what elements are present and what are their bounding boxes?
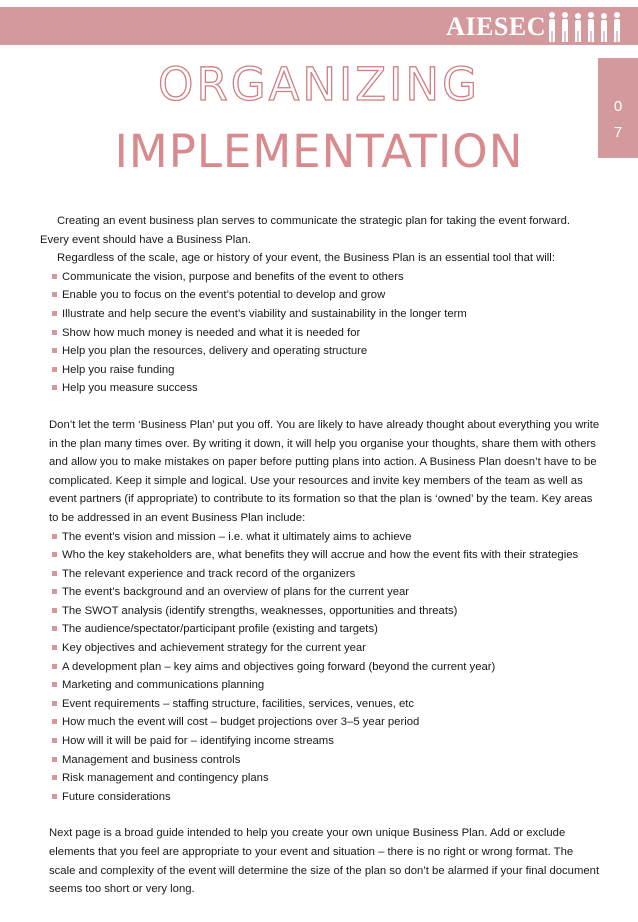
section-business-plan [40,416,600,899]
bullet-square-icon [52,626,57,631]
list-item: A development plan – key aims and objectives going forward (beyond the current year) [52,658,600,677]
brand-logo-text: AIESEC [446,12,546,41]
people-silhouettes-icon [546,10,628,44]
key-areas-bullet-list [49,528,600,807]
list-item: The SWOT analysis (identify strengths, weaknesses, opportunities and threats) [52,602,600,621]
list-item: Risk management and contingency plans [52,769,600,788]
bullet-square-icon [52,775,57,780]
intro-paragraph-1: Creating an event business plan serves to communicate the strategic plan for taking the event forward. Every event should have a Business Plan. [40,215,571,246]
page-number-digit-1: 0 [613,98,623,115]
bullet-square-icon [52,385,57,390]
intro-paragraph-2: Regardless of the scale, age or history of your event, the Business Plan is an essential tool that will: [57,252,555,265]
list-item: How much the event will cost – budget projections over 3–5 year period [52,713,600,732]
bullet-square-icon [52,719,57,724]
intro-bullet-list [40,268,600,398]
list-item: Help you raise funding [52,361,600,380]
bullet-square-icon [52,645,57,650]
list-item: Key objectives and achievement strategy for the current year [52,639,600,658]
list-item: Marketing and communications planning [52,676,600,695]
page-number-digit-2: 7 [613,124,623,141]
list-item: Future considerations [52,788,600,807]
bullet-square-icon [52,608,57,613]
list-item: Help you plan the resources, delivery and operating structure [52,342,600,361]
document-body [40,212,600,899]
closing-paragraph: Next page is a broad guide intended to help you create your own unique Business Plan. Add or exclude elements that you feel are appropriate to your event and situation – there is no right or wrong format. The scale and complexity of the event will determine the size of the plan so don’t be alarmed if your final document seems too short or very long. [49,827,600,896]
list-item: The event’s vision and mission – i.e. what it ultimately aims to achieve [52,528,600,547]
bullet-square-icon [52,311,57,316]
bullet-square-icon [52,367,57,372]
bullet-square-icon [52,664,57,669]
list-item: Help you measure success [52,379,600,398]
list-item: Communicate the vision, purpose and benefits of the event to others [52,268,600,287]
bullet-square-icon [52,682,57,687]
bullet-square-icon [52,330,57,335]
list-item: The audience/spectator/participant profile (existing and targets) [52,620,600,639]
bullet-square-icon [52,589,57,594]
section2-paragraph: Don’t let the term ‘Business Plan’ put you off. You are likely to have already thought about everything you write in the plan many times over. By writing it down, it will help you organise your thoughts, share them with others and allow you to make mistakes on paper before putting plans into action. A Business Plan doesn’t have to be complicated. Keep it simple and logical. Use your resources and invite key members of the team as well as event partners (if appropriate) to contribute to its formation so that the plan is ‘owned’ by the team. Key areas to be addressed in an event Business Plan include: [49,418,600,524]
bullet-square-icon [52,701,57,706]
list-item: The relevant experience and track record of the organizers [52,565,600,584]
list-item: Enable you to focus on the event’s potential to develop and grow [52,286,600,305]
list-item: How will it will be paid for – identifying income streams [52,732,600,751]
bullet-square-icon [52,757,57,762]
bullet-square-icon [52,738,57,743]
list-item: Show how much money is needed and what it is needed for [52,324,600,343]
bullet-square-icon [52,571,57,576]
bullet-square-icon [52,794,57,799]
bullet-square-icon [52,552,57,557]
bullet-square-icon [52,274,57,279]
list-item: Who the key stakeholders are, what benefits they will accrue and how the event fits with their strategies [52,546,600,565]
bullet-square-icon [52,348,57,353]
page-title-line1: ORGANIZING [158,58,480,111]
list-item: Event requirements – staffing structure, facilities, services, venues, etc [52,695,600,714]
list-item: The event’s background and an overview of plans for the current year [52,583,600,602]
bullet-square-icon [52,292,57,297]
page-title-line2: IMPLEMENTATION [114,125,524,178]
list-item: Management and business controls [52,751,600,770]
list-item: Illustrate and help secure the event’s viability and sustainability in the longer term [52,305,600,324]
bullet-square-icon [52,534,57,539]
